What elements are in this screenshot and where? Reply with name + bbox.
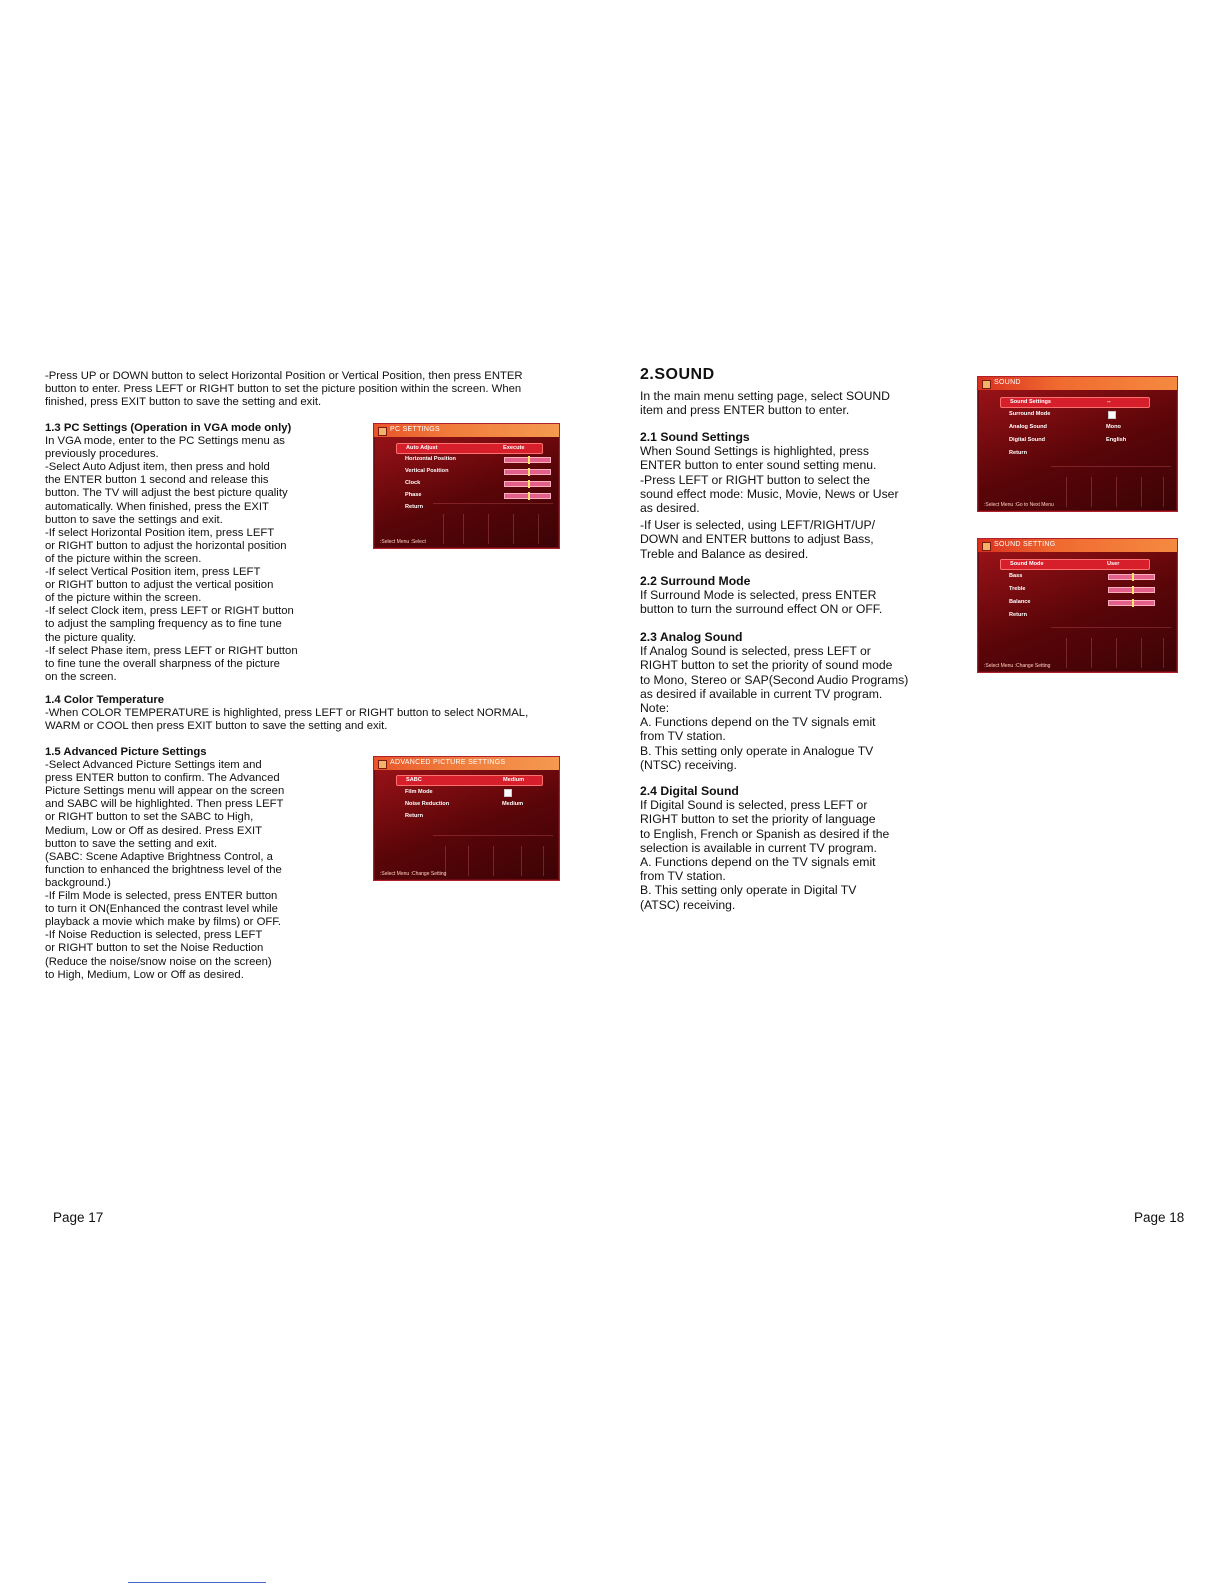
circuit-decoration <box>1051 627 1171 668</box>
row-value: Mono <box>1106 424 1121 430</box>
text-line: WARM or COOL then press EXIT button to save the setting and exit. <box>45 720 388 733</box>
slider[interactable] <box>504 457 551 463</box>
text-line: If Digital Sound is selected, press LEFT or <box>640 798 868 813</box>
row-label: Treble <box>1009 586 1026 592</box>
text-line: to turn it ON(Enhanced the contrast level while <box>45 903 278 916</box>
section-heading: 2.3 Analog Sound <box>640 630 743 644</box>
text-line: press ENTER button to confirm. The Advanced <box>45 772 280 785</box>
slider-knob <box>1132 573 1134 581</box>
osd-row[interactable] <box>396 467 541 476</box>
text-line: button. The TV will adjust the best picture quality <box>45 487 288 500</box>
osd-title: ADVANCED PICTURE SETTINGS <box>390 759 506 766</box>
text-line: (Reduce the noise/snow noise on the screen) <box>45 955 272 968</box>
row-label: Return <box>405 813 424 819</box>
text-line: the ENTER button 1 second and release this <box>45 474 269 487</box>
text-line: Treble and Balance as desired. <box>640 546 809 561</box>
text-line: Note: <box>640 701 670 716</box>
digital-sound-section <box>640 784 960 912</box>
row-value: Medium <box>502 801 524 807</box>
row-label: Analog Sound <box>1009 424 1047 430</box>
row-value: -- <box>1107 399 1111 405</box>
slider-knob <box>528 492 530 500</box>
row-label: Return <box>1009 450 1028 456</box>
row-value: Medium <box>503 777 525 783</box>
text-line: B. This setting only operate in Digital TV <box>640 883 857 898</box>
osd-title-bar <box>374 757 559 770</box>
slider[interactable] <box>504 481 551 487</box>
slider-knob <box>528 456 530 464</box>
text-line: of the picture within the screen. <box>45 592 202 605</box>
osd-row[interactable] <box>1000 598 1145 607</box>
text-line: -Press UP or DOWN button to select Horizontal Position or Vertical Position, then press ENTER <box>45 370 523 382</box>
text-line: -If User is selected, using LEFT/RIGHT/UP/ <box>640 518 876 533</box>
section-heading: 2.1 Sound Settings <box>640 430 750 444</box>
text-line: from TV station. <box>640 729 726 744</box>
text-line: as desired. <box>640 501 700 516</box>
osd-row[interactable] <box>1000 423 1145 432</box>
slider-knob <box>528 468 530 476</box>
slider-knob <box>1132 586 1134 594</box>
text-line: to adjust the sampling frequency as to fine tune <box>45 618 282 631</box>
text-line: A. Functions depend on the TV signals emit <box>640 715 876 730</box>
circuit-decoration <box>1051 466 1171 507</box>
text-line: (ATSC) receiving. <box>640 897 736 912</box>
sound-title: 2.SOUND <box>640 366 715 383</box>
osd-row[interactable] <box>396 788 541 797</box>
row-label: Sound Settings <box>1010 399 1052 405</box>
advanced-picture-section <box>45 746 365 982</box>
page-number-left: Page 17 <box>53 1210 104 1225</box>
text-line: sound effect mode: Music, Movie, News or User <box>640 486 899 501</box>
osd-title-bar <box>978 377 1177 390</box>
text-line: A. Functions depend on the TV signals emit <box>640 855 876 870</box>
osd-row[interactable] <box>396 479 541 488</box>
menu-icon <box>982 542 991 551</box>
text-line: or RIGHT button to adjust the horizontal position <box>45 539 287 552</box>
menu-icon <box>378 760 387 769</box>
adv-lines <box>45 759 365 982</box>
osd-row[interactable] <box>396 812 541 821</box>
section-heading: 1.3 PC Settings (Operation in VGA mode only) <box>45 422 292 434</box>
row-label: Return <box>405 504 424 510</box>
row-label: Phase <box>405 492 422 498</box>
section-heading: 2.4 Digital Sound <box>640 784 739 798</box>
row-label: SABC <box>406 777 422 783</box>
row-value: Execute <box>503 445 525 451</box>
surround-section <box>640 574 960 617</box>
checkbox[interactable] <box>504 789 512 797</box>
text-line: button to save the setting and exit. <box>45 837 218 850</box>
osd-row[interactable] <box>1000 397 1150 408</box>
text-line: the picture quality. <box>45 631 136 644</box>
text-line: selection is available in current TV program. <box>640 840 877 855</box>
row-value: English <box>1106 437 1127 443</box>
text-line: -Press LEFT or RIGHT button to select the <box>640 472 870 487</box>
footer-rule <box>128 1582 266 1583</box>
left-intro <box>45 370 585 409</box>
osd-row[interactable] <box>1000 572 1145 581</box>
osd-row[interactable] <box>1000 585 1145 594</box>
osd-row[interactable] <box>396 455 541 464</box>
text-line: on the screen. <box>45 670 117 683</box>
text-line: RIGHT button to set the priority of language <box>640 812 876 827</box>
row-label: Sound Mode <box>1010 561 1044 567</box>
osd-row[interactable] <box>1000 611 1145 620</box>
text-line: (SABC: Scene Adaptive Brightness Control, a <box>45 850 273 863</box>
text-line: If Analog Sound is selected, press LEFT or <box>640 644 871 659</box>
checkbox[interactable] <box>1108 411 1116 419</box>
row-label: Bass <box>1009 573 1023 579</box>
section-heading: 2.2 Surround Mode <box>640 574 751 588</box>
osd-title-bar <box>374 424 559 437</box>
text-line: In the main menu setting page, select SOUND <box>640 389 890 403</box>
slider[interactable] <box>1108 600 1155 606</box>
text-line: In VGA mode, enter to the PC Settings menu as <box>45 435 285 448</box>
text-line: previously procedures. <box>45 448 159 461</box>
text-line: -If select Clock item, press LEFT or RIGHT button <box>45 605 294 618</box>
osd-row[interactable] <box>396 443 543 454</box>
text-line: playback a movie which make by films) or OFF. <box>45 916 282 929</box>
page-number-right: Page 18 <box>1134 1210 1185 1225</box>
row-label: Vertical Position <box>405 468 449 474</box>
advanced-picture-screen <box>373 756 560 881</box>
osd-footer: :Select Menu :Select <box>380 539 426 545</box>
text-line: ENTER button to enter sound setting menu. <box>640 458 877 473</box>
slider-knob <box>528 480 530 488</box>
text-line: or RIGHT button to adjust the vertical position <box>45 579 274 592</box>
row-label: Return <box>1009 612 1028 618</box>
slider[interactable] <box>1108 587 1155 593</box>
row-label: Horizontal Position <box>405 456 456 462</box>
text-line: to High, Medium, Low or Off as desired. <box>45 968 244 981</box>
pc-settings-section <box>45 422 365 684</box>
sound-setting-screen <box>977 538 1178 673</box>
digital-lines <box>640 798 960 912</box>
osd-footer: :Select Menu :Change Setting <box>380 871 447 877</box>
text-line: Medium, Low or Off as desired. Press EXIT <box>45 824 263 837</box>
text-line: function to enhanced the brightness level of the <box>45 863 282 876</box>
osd-title-bar <box>978 539 1177 552</box>
row-label: Noise Reduction <box>405 801 450 807</box>
pc-lines <box>45 435 365 684</box>
sound-settings-section <box>640 430 960 561</box>
row-label: Auto Adjust <box>406 445 438 451</box>
text-line: from TV station. <box>640 869 726 884</box>
text-line: -If select Phase item, press LEFT or RIGHT button <box>45 644 298 657</box>
slider[interactable] <box>1108 574 1155 580</box>
text-line: background.) <box>45 876 111 889</box>
text-line: B. This setting only operate in Analogue TV <box>640 743 874 758</box>
row-label: Digital Sound <box>1009 437 1046 443</box>
osd-title: SOUND <box>994 379 1021 386</box>
text-line: or RIGHT button to set the Noise Reduction <box>45 942 264 955</box>
text-line: -If Film Mode is selected, press ENTER button <box>45 890 278 903</box>
text-line: -When COLOR TEMPERATURE is highlighted, press LEFT or RIGHT button to select NORMAL, <box>45 707 529 720</box>
text-line: to fine tune the overall sharpness of the picture <box>45 657 280 670</box>
text-line: to Mono, Stereo or SAP(Second Audio Programs) <box>640 672 909 687</box>
text-line: finished, press EXIT button to save the setting and exit. <box>45 396 322 409</box>
text-line: button to enter. Press LEFT or RIGHT button to set the picture position within the screen. When <box>45 383 522 396</box>
text-line: (NTSC) receiving. <box>640 757 737 772</box>
sound-intro <box>640 389 960 417</box>
osd-title: PC SETTINGS <box>390 426 440 433</box>
osd-title: SOUND SETTING <box>994 541 1056 548</box>
row-value: User <box>1107 561 1120 567</box>
text-line: of the picture within the screen. <box>45 552 202 565</box>
osd-row[interactable] <box>1000 449 1145 458</box>
text-line: as desired if available in current TV program. <box>640 686 883 701</box>
osd-row[interactable] <box>396 491 541 500</box>
row-label: Balance <box>1009 599 1031 605</box>
text-line: -Select Auto Adjust item, then press and hold <box>45 461 270 474</box>
text-line: automatically. When finished, press the EXIT <box>45 500 269 513</box>
text-line: -Select Advanced Picture Settings item and <box>45 759 262 772</box>
slider-knob <box>1132 599 1134 607</box>
text-line: button to save the settings and exit. <box>45 513 223 526</box>
text-line: Picture Settings menu will appear on the screen <box>45 785 285 798</box>
row-label: Clock <box>405 480 421 486</box>
color-temp-section <box>45 694 585 733</box>
circuit-decoration <box>433 503 553 544</box>
sound-screen <box>977 376 1178 512</box>
row-label: Film Mode <box>405 789 433 795</box>
text-line: When Sound Settings is highlighted, press <box>640 444 869 459</box>
osd-row[interactable] <box>1000 436 1145 445</box>
section-heading: 1.4 Color Temperature <box>45 694 165 706</box>
row-label: Surround Mode <box>1009 411 1051 417</box>
text-line: If Surround Mode is selected, press ENTER <box>640 588 877 603</box>
slider[interactable] <box>504 493 551 499</box>
osd-row[interactable] <box>1000 559 1150 570</box>
text-line: button to turn the surround effect ON or OFF. <box>640 602 883 617</box>
osd-row[interactable] <box>1000 410 1145 419</box>
analog-lines <box>640 644 960 772</box>
slider[interactable] <box>504 469 551 475</box>
circuit-decoration <box>433 835 553 876</box>
text-line: or RIGHT button to set the SABC to High, <box>45 811 254 824</box>
text-line: -If select Horizontal Position item, press LEFT <box>45 526 275 539</box>
text-line: -If select Vertical Position item, press LEFT <box>45 566 261 579</box>
osd-footer: :Select Menu :Change Setting <box>984 663 1051 669</box>
text-line: -If Noise Reduction is selected, press LEFT <box>45 929 263 942</box>
section-heading: 1.5 Advanced Picture Settings <box>45 746 207 758</box>
text-line: item and press ENTER button to enter. <box>640 403 850 418</box>
osd-footer: :Select Menu :Go to Next Menu <box>984 502 1054 508</box>
analog-sound-section <box>640 630 960 772</box>
menu-icon <box>982 380 991 389</box>
text-line: DOWN and ENTER buttons to adjust Bass, <box>640 532 874 547</box>
text-line: and SABC will be highlighted. Then press LEFT <box>45 798 284 811</box>
text-line: to English, French or Spanish as desired if the <box>640 826 890 841</box>
menu-icon <box>378 427 387 436</box>
pc-settings-screen <box>373 423 560 549</box>
osd-row[interactable] <box>396 800 541 809</box>
text-line: RIGHT button to set the priority of sound mode <box>640 658 893 673</box>
osd-row[interactable] <box>396 775 543 786</box>
